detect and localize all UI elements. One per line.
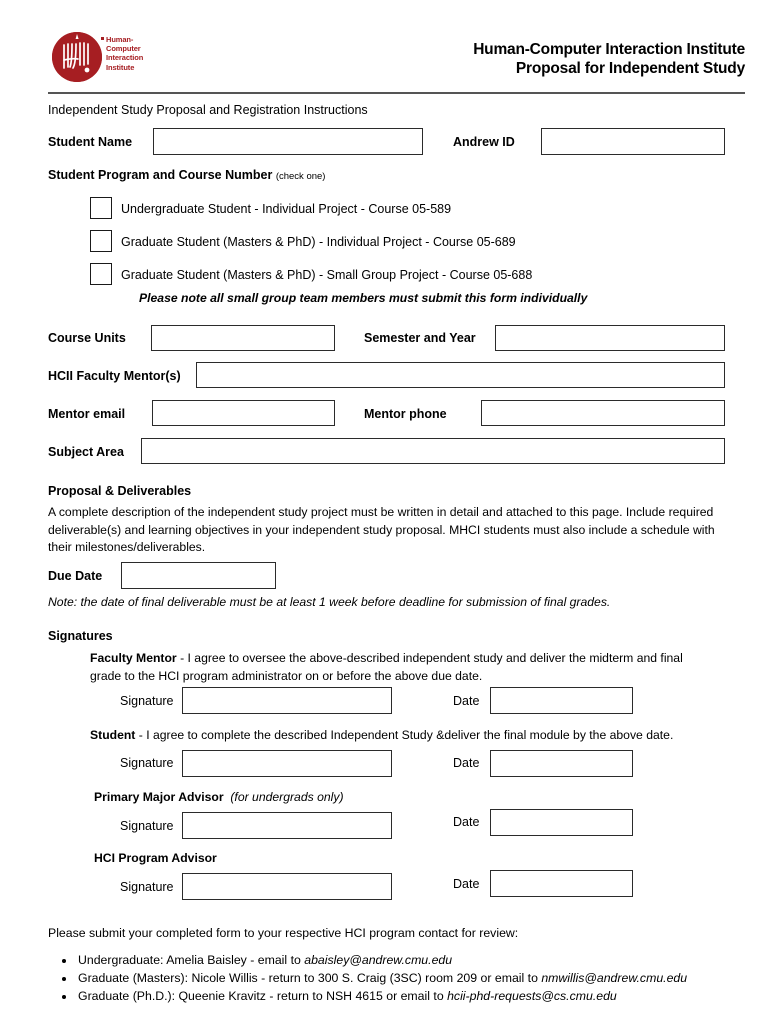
semester-year-label: Semester and Year	[364, 331, 476, 345]
checkbox-label-undergraduate-individual: Undergraduate Student - Individual Project - Course 05-589	[121, 202, 452, 216]
hcii-logo-line-3: Interaction	[106, 53, 144, 63]
due-date-note: Note: the date of final deliverable must be at least 1 week before deadline for submission of final grades.	[48, 595, 611, 609]
faculty-mentor-date-input[interactable]	[490, 687, 633, 714]
subject-area-label: Subject Area	[48, 445, 124, 459]
hcii-logo-line-4: Institute	[106, 62, 135, 72]
faculty-mentor-separator: -	[176, 651, 188, 665]
mentor-phone-label: Mentor phone	[364, 407, 447, 421]
bullet-icon	[62, 959, 66, 963]
student-statement-text: I agree to complete the described Independent Study &deliver the final module by the above date.	[146, 728, 674, 742]
hci-program-advisor-signature-label: Signature	[120, 880, 174, 894]
andrew-id-input[interactable]	[541, 128, 725, 155]
checkbox-undergraduate-individual[interactable]	[90, 197, 112, 219]
student-name-label: Student Name	[48, 135, 133, 149]
footer-lead-text: Please submit your completed form to your respective HCI program contact for review:	[48, 926, 519, 940]
hci-program-advisor-date-label: Date	[453, 877, 480, 891]
faculty-mentor-role: Faculty Mentor	[90, 651, 177, 665]
program-heading-note: (check one)	[275, 171, 326, 182]
due-date-input[interactable]	[121, 562, 276, 589]
hcii-logo-circle-icon	[52, 32, 102, 82]
primary-major-advisor-signature-label: Signature	[120, 819, 174, 833]
bullet-icon	[62, 995, 66, 999]
faculty-mentor-statement-text: I agree to oversee the above-described independent study and deliver the midterm and final grade to the HCI program administrator on or before the above due date.	[90, 651, 683, 683]
student-date-label: Date	[453, 756, 480, 770]
hci-program-advisor-signature-input[interactable]	[182, 873, 392, 900]
header-divider	[48, 92, 745, 94]
intro-text: Independent Study Proposal and Registration Instructions	[48, 103, 368, 117]
hcii-logo-wordmark	[106, 35, 143, 72]
bullet-icon	[62, 977, 66, 981]
faculty-mentor-date-label: Date	[453, 694, 480, 708]
page-title-line-2: Proposal for Independent Study	[515, 60, 745, 77]
mentor-phone-input[interactable]	[481, 400, 725, 426]
signatures-heading: Signatures	[48, 629, 113, 643]
contact-phd-text	[78, 989, 617, 1003]
student-signature-label: Signature	[120, 756, 174, 770]
program-heading-text: Student Program and Course Number	[48, 168, 273, 182]
signature-block-primary-major-advisor-heading	[94, 789, 344, 807]
course-units-input[interactable]	[151, 325, 335, 351]
signature-block-hci-program-advisor-heading	[94, 850, 217, 868]
proposal-heading: Proposal & Deliverables	[48, 484, 192, 498]
page-title-line-1: Human-Computer Interaction Institute	[473, 41, 745, 58]
student-name-input[interactable]	[153, 128, 423, 155]
subject-area-input[interactable]	[141, 438, 725, 464]
student-separator: -	[135, 728, 147, 742]
contact-undergraduate-text	[78, 953, 452, 967]
contact-phd-email[interactable]: hcii-phd-requests@cs.cmu.edu	[447, 989, 617, 1003]
signature-block-student-statement	[90, 727, 710, 745]
primary-major-advisor-note: (for undergrads only)	[230, 790, 344, 804]
hcii-logo	[48, 26, 168, 84]
andrew-id-label: Andrew ID	[453, 135, 515, 149]
primary-major-advisor-date-label: Date	[453, 815, 480, 829]
checkbox-graduate-individual[interactable]	[90, 230, 112, 252]
logo-bullet-icon	[101, 37, 104, 40]
hcii-logo-line-2: Computer	[106, 44, 141, 54]
primary-major-advisor-date-input[interactable]	[490, 809, 633, 836]
contact-undergraduate-email[interactable]: abaisley@andrew.cmu.edu	[304, 953, 453, 967]
mentor-email-input[interactable]	[152, 400, 335, 426]
checkbox-label-graduate-individual: Graduate Student (Masters & PhD) - Individual Project - Course 05-689	[121, 235, 516, 249]
contact-phd-label: Graduate (Ph.D.): Queenie Kravitz - return to NSH 4615 or email to	[78, 989, 448, 1003]
small-group-footnote: Please note all small group team members must submit this form individually	[139, 291, 588, 305]
checkbox-graduate-small-group[interactable]	[90, 263, 112, 285]
hci-program-advisor-role: HCI Program Advisor	[94, 851, 217, 865]
student-signature-input[interactable]	[182, 750, 392, 777]
hci-program-advisor-date-input[interactable]	[490, 870, 633, 897]
page-header	[48, 22, 745, 88]
contact-masters-text	[78, 971, 687, 985]
faculty-mentor-signature-input[interactable]	[182, 687, 392, 714]
proposal-body: A complete description of the independent study project must be written in detail and attached to this page. Include required deliverable(s) and learning objectives in your independent study proposal. MHCI students must also include a schedule with their milestones/deliverables.	[48, 505, 715, 554]
faculty-mentor-input[interactable]	[196, 362, 725, 388]
program-heading	[48, 168, 325, 182]
course-units-label: Course Units	[48, 331, 126, 345]
contact-masters-email[interactable]: nmwillis@andrew.cmu.edu	[541, 971, 688, 985]
page-title	[473, 40, 745, 78]
hcii-logo-line-1: Human-	[106, 35, 134, 44]
student-date-input[interactable]	[490, 750, 633, 777]
signature-block-faculty-mentor-statement	[90, 650, 710, 685]
semester-year-input[interactable]	[495, 325, 725, 351]
faculty-mentor-signature-label: Signature	[120, 694, 174, 708]
faculty-mentor-label: HCII Faculty Mentor(s)	[48, 369, 181, 383]
mentor-email-label: Mentor email	[48, 407, 126, 421]
primary-major-advisor-role: Primary Major Advisor	[94, 790, 224, 804]
due-date-label: Due Date	[48, 569, 103, 583]
primary-major-advisor-signature-input[interactable]	[182, 812, 392, 839]
contact-undergraduate-label: Undergraduate: Amelia Baisley - email to	[78, 953, 305, 967]
contact-masters-label: Graduate (Masters): Nicole Willis - return to 300 S. Craig (3SC) room 209 or email to	[78, 971, 542, 985]
student-role: Student	[90, 728, 136, 742]
checkbox-label-graduate-small-group: Graduate Student (Masters & PhD) - Small Group Project - Course 05-688	[121, 268, 533, 282]
